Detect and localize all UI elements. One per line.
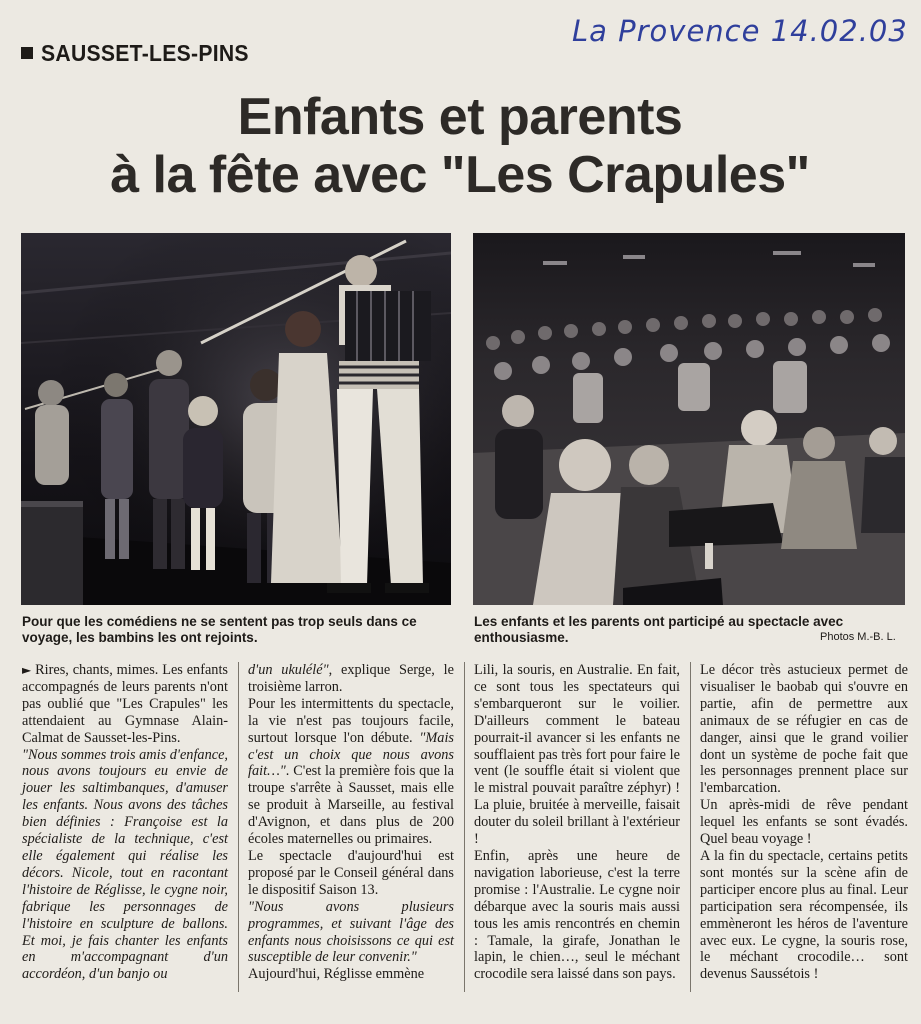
article-quote-2: "Nous avons plusieurs programmes, et suivant l'âge des enfants nous choisissons ce qui est susceptible de leur convenir." [248,898,454,966]
article-paragraph: Le décor très astucieux permet de visualiser le baobab qui s'ouvre en partie, afin de permettre aux animaux de se réfugier en cas de danger, ainsi que le grand voilier dont un système de poche fait que les personnages prennent place sur l'embarcation. [700,662,908,797]
photo-audience [473,233,905,605]
column-rule-3 [690,662,691,992]
article-paragraph [248,662,454,696]
article-paragraph: Lili, la souris, en Australie. En fait, ce sont tous les spectateurs qui s'embarqueront sur le voilier. D'ailleurs comment le bateau pourrait-il avancer si les enfants ne soufflaient pas très fort pour faire le vent (le souffle était si violent que le mistral pouvait paraître zéphyr) ! La pluie, bruitée à merveille, faisait douter du soleil brillant à l'extérieur ! [474,662,680,848]
handwritten-source-note: La Provence 14.02.03 [572,14,908,48]
attribution-text: , explique Serge, le troisième larron. [248,662,454,695]
caption-left-photo: Pour que les comédiens ne se sentent pas trop seuls dans ce voyage, les bambins les ont rejoints. [22,614,417,645]
caption-right-photo: Les enfants et les parents ont participé au spectacle avec enthousiasme. [474,614,844,645]
paragraph-text: Pour les intermittents du spectacle, la vie n'est pas toujours facile, surtout lorsque l'on débute. [248,695,454,746]
adjacent-article-bleed [0,95,20,235]
photo-performers-and-children [21,233,451,605]
article-paragraph [248,696,454,848]
article-paragraph: Le spectacle d'aujourd'hui est proposé par le Conseil général dans le dispositif Saison 13. [248,847,454,898]
photo-credit: Photos M.-B. L. [820,631,896,643]
paragraph-text: . C'est la première fois que la troupe s'arrête à Sausset, mais elle se produit à Marseille, au festival d'Avignon, et dans plus de 200 écoles maternelles ou primaires. [248,763,454,848]
article-paragraph: Aujourd'hui, Réglisse emmène [248,966,425,983]
article-paragraph: A la fin du spectacle, certains petits sont montés sur la scène afin de participer encore plus au final. Leur participation sera récompensée, ils emmèneront les héros de l'aventure avec eux. Le cygne, la souris rose, le méchant crocodile… sont devenus Saussétois ! [700,847,908,983]
article-column-4 [700,662,908,983]
photo-performers-illustration [21,233,451,605]
quote-fragment: "Mais c'est un choix que nous avons fait…" [248,729,454,780]
article-paragraph: Enfin, après une heure de navigation laborieuse, c'est la terre promise : l'Australie. Le cygne noir débarque avec la souris mais aussi tous les amis rencontrés en chemin : Tamale, la girafe, Jonathan le lapin, le chien…, seul le méchant crocodile sera laissé dans son pays. [474,847,680,983]
section-label: SAUSSET-LES-PINS [41,39,249,66]
column-rule-1 [238,662,239,992]
article-column-2 [248,662,454,983]
article-column-1 [22,662,228,983]
section-marker-square [21,47,33,59]
photo-audience-illustration [473,233,905,605]
quote-fragment: d'un ukulélé" [248,662,329,678]
arrow-bullet-icon: ► [22,663,32,677]
headline-line-1: Enfants et parents [237,88,683,146]
column-rule-2 [464,662,465,992]
headline-line-2: à la fête avec "Les Crapules" [110,146,810,204]
article-intro-text: Rires, chants, mimes. Les enfants accompagnés de leurs parents n'ont pas oublié que "Les Crapules" les attendaient au Gymnase Alain-Calmat de Sausset-les-Pins. [22,662,228,746]
article-intro [22,662,228,747]
article-paragraph: Un après-midi de rêve pendant lequel les enfants se sont évadés. Quel beau voyage ! [700,797,908,848]
section-header [21,36,267,70]
adjacent-article-bleed-right [909,60,921,260]
headline [60,88,860,204]
article-column-3 [474,662,680,983]
article-quote-1: "Nous sommes trois amis d'enfance, nous avons toujours eu envie de jouer les saltimbanques, d'amuser les enfants. Nous avons des tâches bien définies : Françoise est la spécialiste de la technique, c'est elle également qui réalise les décors. Nicole, tout en racontant l'histoire de Réglisse, le cygne noir, fabrique les personnages de l'histoire en sculpture de ballons. Et moi, je fais chanter les enfants en m'accompagnant d'un accordéon, d'un banjo ou [22,746,228,983]
